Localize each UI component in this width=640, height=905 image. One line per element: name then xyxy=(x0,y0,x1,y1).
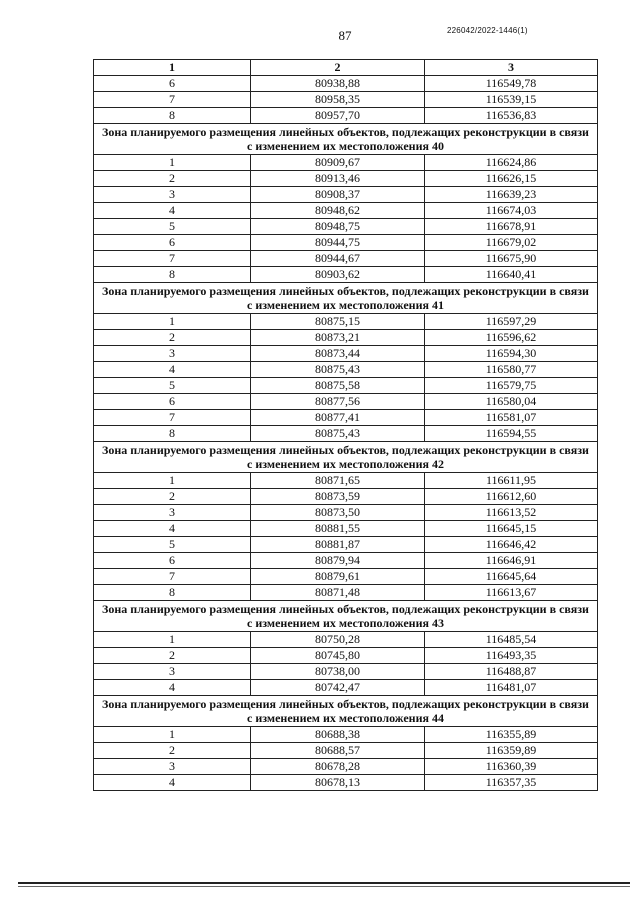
y-coordinate-cell: 116613,52 xyxy=(425,505,598,521)
x-coordinate-cell: 80678,13 xyxy=(251,775,425,791)
point-number-cell: 6 xyxy=(94,394,251,410)
table-row xyxy=(94,727,598,743)
table-row xyxy=(94,759,598,775)
y-coordinate-cell: 116488,87 xyxy=(425,664,598,680)
point-number-cell: 7 xyxy=(94,569,251,585)
table-row xyxy=(94,569,598,585)
table-row xyxy=(94,505,598,521)
point-number-cell: 1 xyxy=(94,314,251,330)
x-coordinate-cell: 80873,21 xyxy=(251,330,425,346)
point-number-cell: 3 xyxy=(94,505,251,521)
y-coordinate-cell: 116674,03 xyxy=(425,203,598,219)
table-row xyxy=(94,537,598,553)
zone-title: Зона планируемого размещения линейных объектов, подлежащих реконструкции в связи с изменением их местоположения 43 xyxy=(94,601,598,632)
point-number-cell: 6 xyxy=(94,553,251,569)
header-row xyxy=(94,60,598,76)
x-coordinate-cell: 80908,37 xyxy=(251,187,425,203)
x-coordinate-cell: 80944,75 xyxy=(251,235,425,251)
x-coordinate-cell: 80958,35 xyxy=(251,92,425,108)
point-number-cell: 2 xyxy=(94,489,251,505)
table-row xyxy=(94,632,598,648)
zone-title: Зона планируемого размещения линейных объектов, подлежащих реконструкции в связи с изменением их местоположения 40 xyxy=(94,124,598,155)
point-number-cell: 2 xyxy=(94,171,251,187)
table-row xyxy=(94,346,598,362)
x-coordinate-cell: 80688,57 xyxy=(251,743,425,759)
y-coordinate-cell: 116355,89 xyxy=(425,727,598,743)
x-coordinate-cell: 80944,67 xyxy=(251,251,425,267)
x-coordinate-cell: 80875,43 xyxy=(251,426,425,442)
y-coordinate-cell: 116640,41 xyxy=(425,267,598,283)
x-coordinate-cell: 80745,80 xyxy=(251,648,425,664)
y-coordinate-cell: 116539,15 xyxy=(425,92,598,108)
point-number-cell: 3 xyxy=(94,346,251,362)
bottom-rule-secondary xyxy=(18,886,630,887)
table-row xyxy=(94,203,598,219)
zone-title: Зона планируемого размещения линейных объектов, подлежащих реконструкции в связи с изменением их местоположения 41 xyxy=(94,283,598,314)
y-coordinate-cell: 116624,86 xyxy=(425,155,598,171)
y-coordinate-cell: 116679,02 xyxy=(425,235,598,251)
point-number-cell: 5 xyxy=(94,378,251,394)
y-coordinate-cell: 116626,15 xyxy=(425,171,598,187)
point-number-cell: 8 xyxy=(94,267,251,283)
y-coordinate-cell: 116678,91 xyxy=(425,219,598,235)
zone-title-row xyxy=(94,696,598,727)
table-row xyxy=(94,775,598,791)
x-coordinate-cell: 80742,47 xyxy=(251,680,425,696)
x-coordinate-cell: 80879,61 xyxy=(251,569,425,585)
zone-title-row xyxy=(94,124,598,155)
table-row xyxy=(94,680,598,696)
y-coordinate-cell: 116645,15 xyxy=(425,521,598,537)
table-row xyxy=(94,489,598,505)
x-coordinate-cell: 80879,94 xyxy=(251,553,425,569)
table-row xyxy=(94,235,598,251)
point-number-cell: 3 xyxy=(94,759,251,775)
y-coordinate-cell: 116360,39 xyxy=(425,759,598,775)
column-header-1: 1 xyxy=(94,60,251,76)
y-coordinate-cell: 116549,78 xyxy=(425,76,598,92)
point-number-cell: 2 xyxy=(94,743,251,759)
table-row xyxy=(94,155,598,171)
y-coordinate-cell: 116580,04 xyxy=(425,394,598,410)
table-row xyxy=(94,171,598,187)
x-coordinate-cell: 80688,38 xyxy=(251,727,425,743)
table-row xyxy=(94,92,598,108)
point-number-cell: 1 xyxy=(94,155,251,171)
x-coordinate-cell: 80738,00 xyxy=(251,664,425,680)
coordinates-table xyxy=(93,59,598,791)
point-number-cell: 6 xyxy=(94,235,251,251)
table-row xyxy=(94,267,598,283)
zone-title: Зона планируемого размещения линейных объектов, подлежащих реконструкции в связи с изменением их местоположения 44 xyxy=(94,696,598,727)
table-row xyxy=(94,664,598,680)
y-coordinate-cell: 116536,83 xyxy=(425,108,598,124)
table-row xyxy=(94,426,598,442)
x-coordinate-cell: 80881,87 xyxy=(251,537,425,553)
column-header-3: 3 xyxy=(425,60,598,76)
y-coordinate-cell: 116580,77 xyxy=(425,362,598,378)
point-number-cell: 4 xyxy=(94,680,251,696)
y-coordinate-cell: 116645,64 xyxy=(425,569,598,585)
point-number-cell: 4 xyxy=(94,521,251,537)
point-number-cell: 4 xyxy=(94,203,251,219)
point-number-cell: 6 xyxy=(94,76,251,92)
point-number-cell: 2 xyxy=(94,648,251,664)
table-row xyxy=(94,314,598,330)
x-coordinate-cell: 80913,46 xyxy=(251,171,425,187)
y-coordinate-cell: 116612,60 xyxy=(425,489,598,505)
table-row xyxy=(94,362,598,378)
x-coordinate-cell: 80877,41 xyxy=(251,410,425,426)
table-row xyxy=(94,410,598,426)
x-coordinate-cell: 80875,15 xyxy=(251,314,425,330)
x-coordinate-cell: 80948,75 xyxy=(251,219,425,235)
y-coordinate-cell: 116481,07 xyxy=(425,680,598,696)
point-number-cell: 7 xyxy=(94,251,251,267)
y-coordinate-cell: 116493,35 xyxy=(425,648,598,664)
point-number-cell: 4 xyxy=(94,362,251,378)
table-row xyxy=(94,108,598,124)
zone-title-row xyxy=(94,601,598,632)
table-row xyxy=(94,330,598,346)
zone-title-row xyxy=(94,442,598,473)
x-coordinate-cell: 80873,59 xyxy=(251,489,425,505)
table-row xyxy=(94,473,598,489)
x-coordinate-cell: 80873,50 xyxy=(251,505,425,521)
y-coordinate-cell: 116675,90 xyxy=(425,251,598,267)
point-number-cell: 4 xyxy=(94,775,251,791)
point-number-cell: 1 xyxy=(94,473,251,489)
table-row xyxy=(94,585,598,601)
point-number-cell: 2 xyxy=(94,330,251,346)
x-coordinate-cell: 80875,43 xyxy=(251,362,425,378)
table-row xyxy=(94,76,598,92)
x-coordinate-cell: 80903,62 xyxy=(251,267,425,283)
x-coordinate-cell: 80938,88 xyxy=(251,76,425,92)
column-header-2: 2 xyxy=(251,60,425,76)
y-coordinate-cell: 116613,67 xyxy=(425,585,598,601)
table-row xyxy=(94,394,598,410)
y-coordinate-cell: 116485,54 xyxy=(425,632,598,648)
y-coordinate-cell: 116597,29 xyxy=(425,314,598,330)
table-row xyxy=(94,219,598,235)
y-coordinate-cell: 116357,35 xyxy=(425,775,598,791)
point-number-cell: 7 xyxy=(94,92,251,108)
y-coordinate-cell: 116579,75 xyxy=(425,378,598,394)
y-coordinate-cell: 116596,62 xyxy=(425,330,598,346)
x-coordinate-cell: 80948,62 xyxy=(251,203,425,219)
y-coordinate-cell: 116646,42 xyxy=(425,537,598,553)
x-coordinate-cell: 80881,55 xyxy=(251,521,425,537)
y-coordinate-cell: 116611,95 xyxy=(425,473,598,489)
table-row xyxy=(94,251,598,267)
y-coordinate-cell: 116594,55 xyxy=(425,426,598,442)
table-row xyxy=(94,743,598,759)
table-row xyxy=(94,648,598,664)
y-coordinate-cell: 116359,89 xyxy=(425,743,598,759)
x-coordinate-cell: 80871,48 xyxy=(251,585,425,601)
point-number-cell: 3 xyxy=(94,187,251,203)
table-row xyxy=(94,187,598,203)
y-coordinate-cell: 116646,91 xyxy=(425,553,598,569)
y-coordinate-cell: 116594,30 xyxy=(425,346,598,362)
x-coordinate-cell: 80957,70 xyxy=(251,108,425,124)
y-coordinate-cell: 116639,23 xyxy=(425,187,598,203)
x-coordinate-cell: 80873,44 xyxy=(251,346,425,362)
zone-title-row xyxy=(94,283,598,314)
x-coordinate-cell: 80678,28 xyxy=(251,759,425,775)
zone-title: Зона планируемого размещения линейных объектов, подлежащих реконструкции в связи с изменением их местоположения 42 xyxy=(94,442,598,473)
x-coordinate-cell: 80875,58 xyxy=(251,378,425,394)
point-number-cell: 1 xyxy=(94,727,251,743)
table-row xyxy=(94,521,598,537)
point-number-cell: 5 xyxy=(94,537,251,553)
page-number: 87 xyxy=(338,28,352,43)
point-number-cell: 3 xyxy=(94,664,251,680)
point-number-cell: 1 xyxy=(94,632,251,648)
table-row xyxy=(94,553,598,569)
table-row xyxy=(94,378,598,394)
table-header xyxy=(94,60,598,76)
point-number-cell: 7 xyxy=(94,410,251,426)
bottom-rule xyxy=(18,882,630,884)
point-number-cell: 8 xyxy=(94,108,251,124)
point-number-cell: 5 xyxy=(94,219,251,235)
x-coordinate-cell: 80909,67 xyxy=(251,155,425,171)
point-number-cell: 8 xyxy=(94,585,251,601)
x-coordinate-cell: 80877,56 xyxy=(251,394,425,410)
table-body xyxy=(94,76,598,791)
x-coordinate-cell: 80750,28 xyxy=(251,632,425,648)
x-coordinate-cell: 80871,65 xyxy=(251,473,425,489)
document-id: 226042/2022-1446(1) xyxy=(447,26,528,35)
y-coordinate-cell: 116581,07 xyxy=(425,410,598,426)
point-number-cell: 8 xyxy=(94,426,251,442)
